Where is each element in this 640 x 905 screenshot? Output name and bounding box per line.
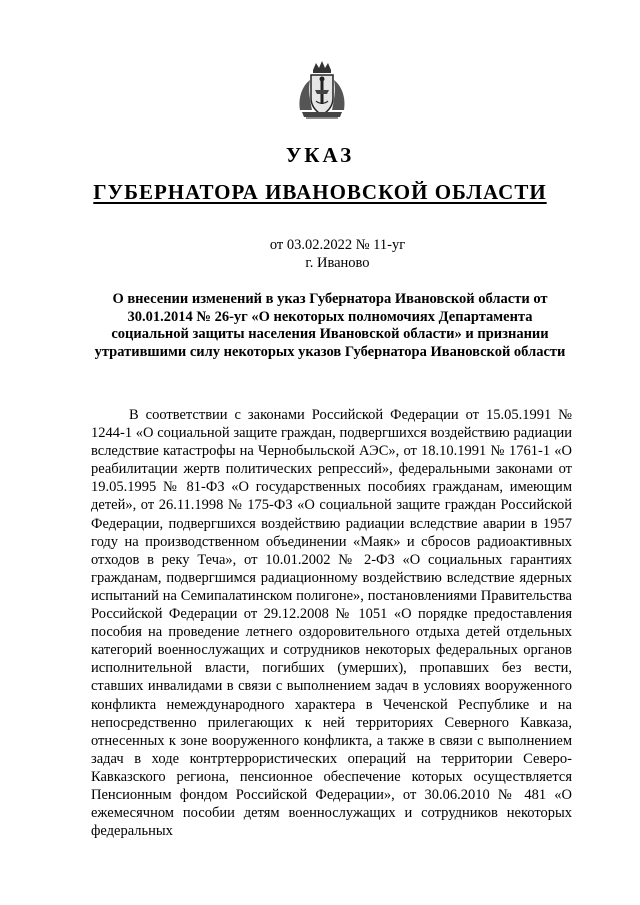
document-body: В соответствии с законами Российской Федерации от 15.05.1991 № 1244-1 «О социальной защите граждан, подвергшихся воздействию радиации вследствие катастрофы на Чернобыльской АЭС», от 18.10.1991 № 1761-1 «О реабилитации жертв политических репрессий», федеральными законами от 19.05.1995 № 81-ФЗ «О государственных пособиях гражданам, имеющим детей», от 26.11.1998 № 175-ФЗ «О социальной защите граждан Российской Федерации, подвергшихся воздействию радиации вследствие аварии в 1957 году на производственном объединении «Маяк» и сбросов радиоактивных отходов в реку Теча», от 10.01.2002 № 2-ФЗ «О социальных гарантиях гражданам, подвергшимся радиационному воздействию вследствие ядерных испытаний на Семипалатинском полигоне», постановлениями Правительства Российской Федерации от 29.12.2008 № 1051 «О порядке предоставления пособия на проведение летнего оздоровительного отдыха детей отдельных категорий военнослужащих и сотрудников некоторых федеральных органов исполнительной власти, погибших (умерших), пропавших без вести, ставших инвалидами в связи с выполнением задач в условиях вооруженного конфликта немеждународного характера в Чеченской Республике и на непосредственно прилегающих к ней территориях Северного Кавказа, отнесенных к зоне вооруженного конфликта, а также в связи с выполнением задач в ходе контртеррористических операций на территории Северо-Кавказского региона, пенсионное обеспечение которых осуществляется Пенсионным фондом Российской Федерации», от 30.06.2010 № 481 «О ежемесячном пособии детям военнослужащих и сотрудников некоторых федеральных (91, 407, 572, 840)
document-subtitle (0, 180, 640, 205)
date-number: от 03.02.2022 № 11-уг (269, 237, 406, 253)
document-subtitle-text: ГУБЕРНАТОРА ИВАНОВСКОЙ ОБЛАСТИ (93, 180, 547, 204)
city: г. Иваново (305, 255, 370, 271)
document-heading: О внесении изменений в указ Губернатора Ивановской области от 30.01.2014 № 26-уг «О некоторых полномочиях Департамента социальной защиты населения Ивановской области» и признании утратившими силу некоторых указов Губернатора Ивановской области (94, 291, 566, 360)
document-title: УКАЗ (285, 143, 355, 167)
document-meta (0, 236, 640, 272)
coat-of-arms-icon (296, 60, 348, 122)
